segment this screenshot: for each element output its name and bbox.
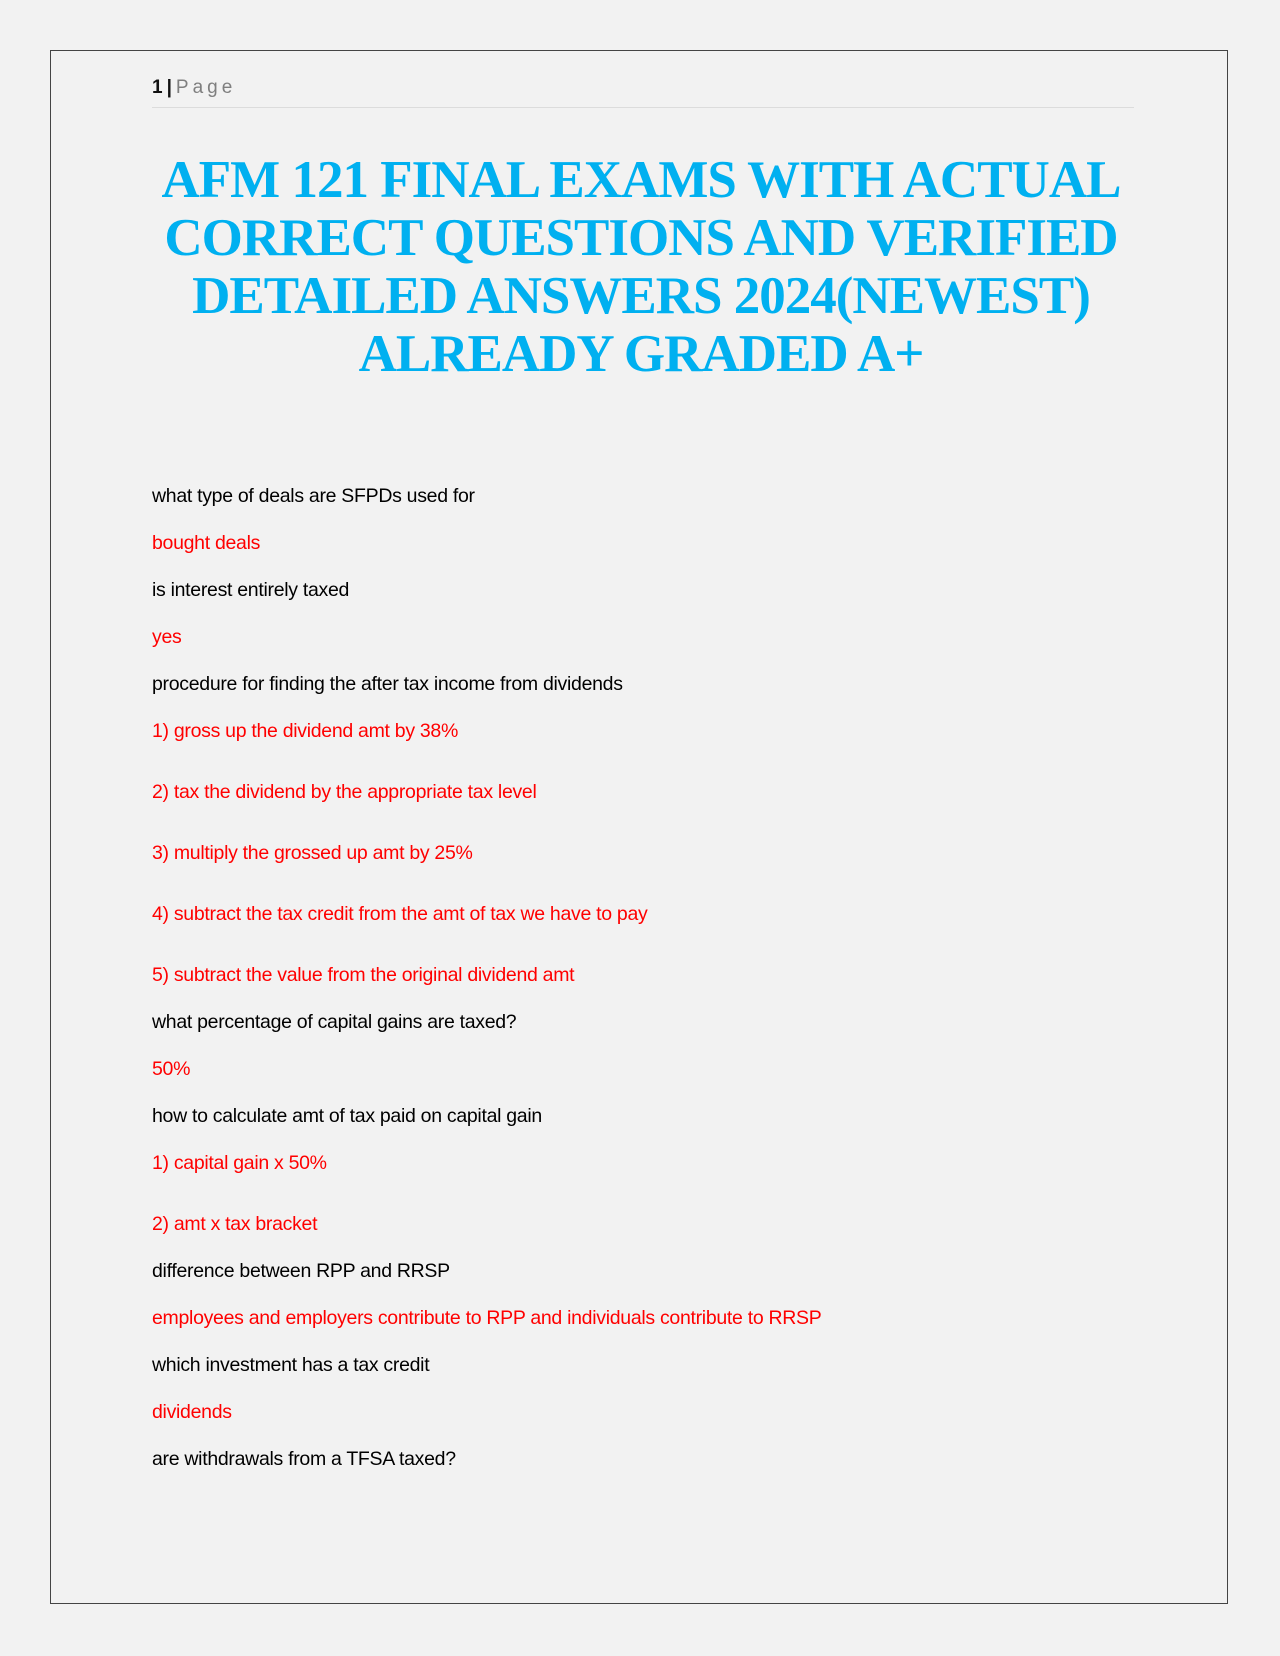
question-text: what type of deals are SFPDs used for [152,485,475,507]
document-title [111,151,1171,383]
answer-text: 1) capital gain x 50% [152,1152,327,1174]
question-text: what percentage of capital gains are taxed? [152,1011,517,1033]
page-header [152,77,1134,108]
question-text: are withdrawals from a TFSA taxed? [152,1448,456,1470]
answer-text: dividends [152,1401,232,1423]
title-line: CORRECT QUESTIONS AND VERIFIED [164,209,1118,267]
answer-text: 1) gross up the dividend amt by 38% [152,720,459,742]
answer-text: 50% [152,1058,191,1080]
answer-text: 4) subtract the tax credit from the amt of tax we have to pay [152,903,648,925]
question-text: is interest entirely taxed [152,579,350,601]
question-text: how to calculate amt of tax paid on capital gain [152,1105,542,1127]
answer-text: 2) tax the dividend by the appropriate tax level [152,781,537,803]
answer-text: 5) subtract the value from the original dividend amt [152,964,575,986]
title-line: ALREADY GRADED A+ [358,325,924,383]
answer-text: 2) amt x tax bracket [152,1213,318,1235]
answer-text: employees and employers contribute to RPP and individuals contribute to RRSP [152,1307,822,1329]
title-line: AFM 121 FINAL EXAMS WITH ACTUAL [161,151,1121,209]
question-text: procedure for finding the after tax income from dividends [152,673,623,695]
question-text: which investment has a tax credit [152,1354,430,1376]
answer-text: yes [152,626,182,648]
page-label: Page [175,77,237,98]
answer-text: 3) multiply the grossed up amt by 25% [152,842,473,864]
title-line: DETAILED ANSWERS 2024(NEWEST) [192,267,1090,325]
qa-list [152,473,1152,1483]
document-page [50,50,1228,1604]
header-separator: | [166,77,172,98]
question-text: difference between RPP and RRSP [152,1260,450,1282]
answer-text: bought deals [152,532,261,554]
page-number: 1 [152,77,163,98]
